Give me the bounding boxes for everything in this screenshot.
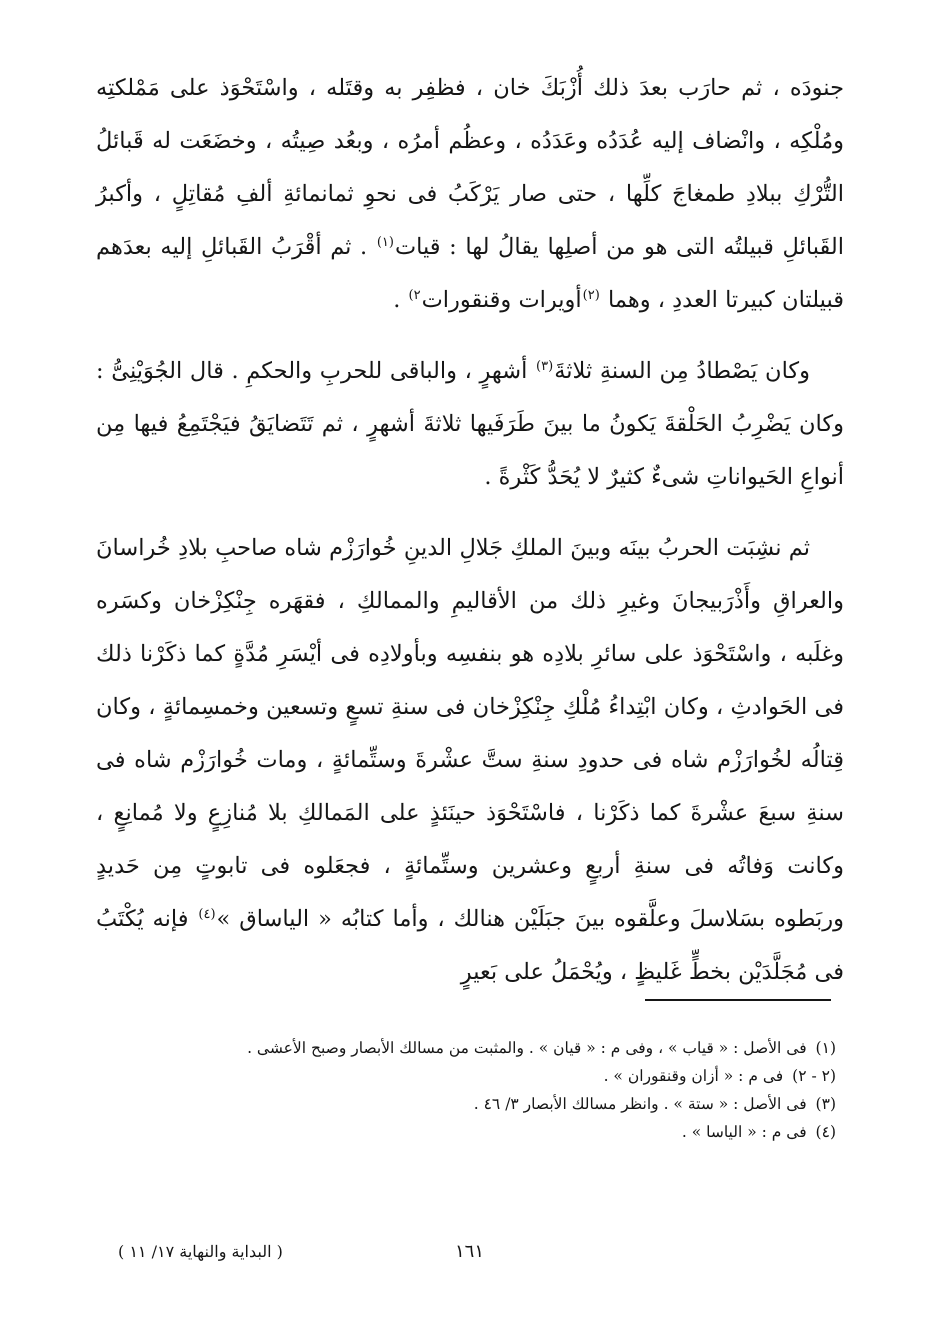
paragraph	[96, 62, 844, 327]
footnote-number: (٣)	[815, 1095, 836, 1113]
footnote-number: (٢ - ٢)	[792, 1067, 836, 1085]
footnote	[96, 1062, 836, 1090]
page-number: ١٦١	[455, 1241, 485, 1262]
paragraph-text: فإنه يُكْتَبُ فى مُجَلَّدَيْن بخطٍّ غَليظٍ ، ويُحْمَلُ على بَعيرٍ	[96, 906, 844, 985]
footnote	[96, 1034, 836, 1062]
paragraph-text: جنودَه ، ثم حارَب بعدَ ذلك أُزْبَكَ خان ، فظفِر به وقتَله ، واسْتَحْوَذ على مَمْلكتِه ومُلْكِه ، وانْضاف إليه عُدَدُه وعَدَدُه ، وعظُم أمرُه ، وبعُد صِيتُه ، وخضَعَت له قَبائلُ التُّرْكِ ببلادِ طمغاجَ كلِّها ، حتى صار يَرْكَبُ فى نحوِ ثمانمائةِ ألفِ مُقاتِلٍ ، وأكبرُ القَبائلِ قبيلتُه التى هو من أصلِها يقالُ لها : قيات	[96, 75, 844, 260]
footnote-ref: (٤)	[198, 906, 216, 922]
paragraph	[96, 345, 844, 504]
paragraph-text: .	[393, 287, 408, 313]
paragraph	[96, 522, 844, 999]
footnote-text: فى م : « أزان وقنقوران » .	[603, 1067, 784, 1085]
footnote-text: فى الأصل : « ستة » . وانظر مسالك الأبصار ٣/ ٤٦ .	[473, 1095, 807, 1113]
paragraph-text: . ثم أقْرَبُ القَبائلِ إليه بعدَهم قبيلتان كبيرتا العددِ ، وهما	[96, 234, 844, 313]
footnote-ref: (٢)	[582, 287, 600, 303]
footnotes	[96, 1034, 836, 1146]
footnote-text: فى الأصل : « قياب » ، وفى م : « قيان » . والمثبت من مسالك الأبصار وصبح الأعشى .	[247, 1039, 807, 1057]
footnote-ref: (١)	[376, 234, 394, 250]
footnote-ref: (٣)	[536, 358, 554, 374]
footnote-number: (٤)	[815, 1123, 836, 1141]
paragraph-text: ثم نشِبَت الحربُ بينَه وبينَ الملكِ جَلالِ الدينِ خُوارَزْم شاه صاحبِ بلادِ خُراسانَ والعراقِ وأَذْرَبيجانَ وغيرِ ذلك من الأقاليمِ والممالكِ ، فقهَره جِنْكِزْخان وكسَره وغلَبه ، واسْتَحْوَذ على سائرِ بلادِه هو بنفسِه وبأولادِه فى أيْسَرِ مُدَّةٍ كما ذكَرْنا ذلك فى الحَوادثِ ، وكان ابْتِداءُ مُلْكِ جِنْكِزْخان فى سنةِ تسعٍ وتسعين وخمسِمائةٍ ، وكان قِتالُه لخُوارَزْم شاه فى حدودِ سنةِ ستَّ عشْرةَ وستِّمائةٍ ، ومات خُوارَزْم شاه فى سنةِ سبعَ عشْرةَ كما ذكَرْنا ، فاسْتَحْوَذ حينَئذٍ على المَمالكِ بلا مُنازِعٍ ولا مُمانِعٍ ، وكانت وَفاتُه فى سنةِ أربعٍ وعشرين وستِّمائةٍ ، فجعَلوه فى تابوتٍ مِن حَديدٍ وربَطوه بسَلاسلَ وعلَّقوه بينَ جبَلَيْن هنالك ، وأما كتابُه « الياساق »	[96, 535, 844, 932]
footnote-separator	[645, 999, 831, 1001]
running-title: ( البداية والنهاية ١٧/ ١١ )	[118, 1242, 283, 1261]
main-text	[96, 62, 844, 1017]
footnote-ref: ٢)	[408, 287, 421, 303]
paragraph-text: وكان يَصْطادُ مِن السنةِ ثلاثةَ	[554, 358, 810, 384]
footnote	[96, 1118, 836, 1146]
footnote-number: (١)	[815, 1039, 836, 1057]
page-footer	[110, 1238, 840, 1268]
paragraph-text: أويرات وقنقورات	[421, 287, 582, 313]
paragraph-text: أشهرٍ ، والباقى للحربِ والحكمِ . قال الجُوَيْنِىُّ : وكان يَضْرِبُ الحَلْقةَ يَكونُ ما بينَ طَرَفَيها ثلاثةَ أشهرٍ ، ثم تَتَضايَقُ فيَجْتَمِعُ فيها مِن أنواعِ الحَيواناتِ شىءٌ كثيرٌ لا يُحَدُّ كَثْرةً .	[96, 358, 844, 490]
footnote-text: فى م : « الياسا » .	[681, 1123, 807, 1141]
footnote	[96, 1090, 836, 1118]
